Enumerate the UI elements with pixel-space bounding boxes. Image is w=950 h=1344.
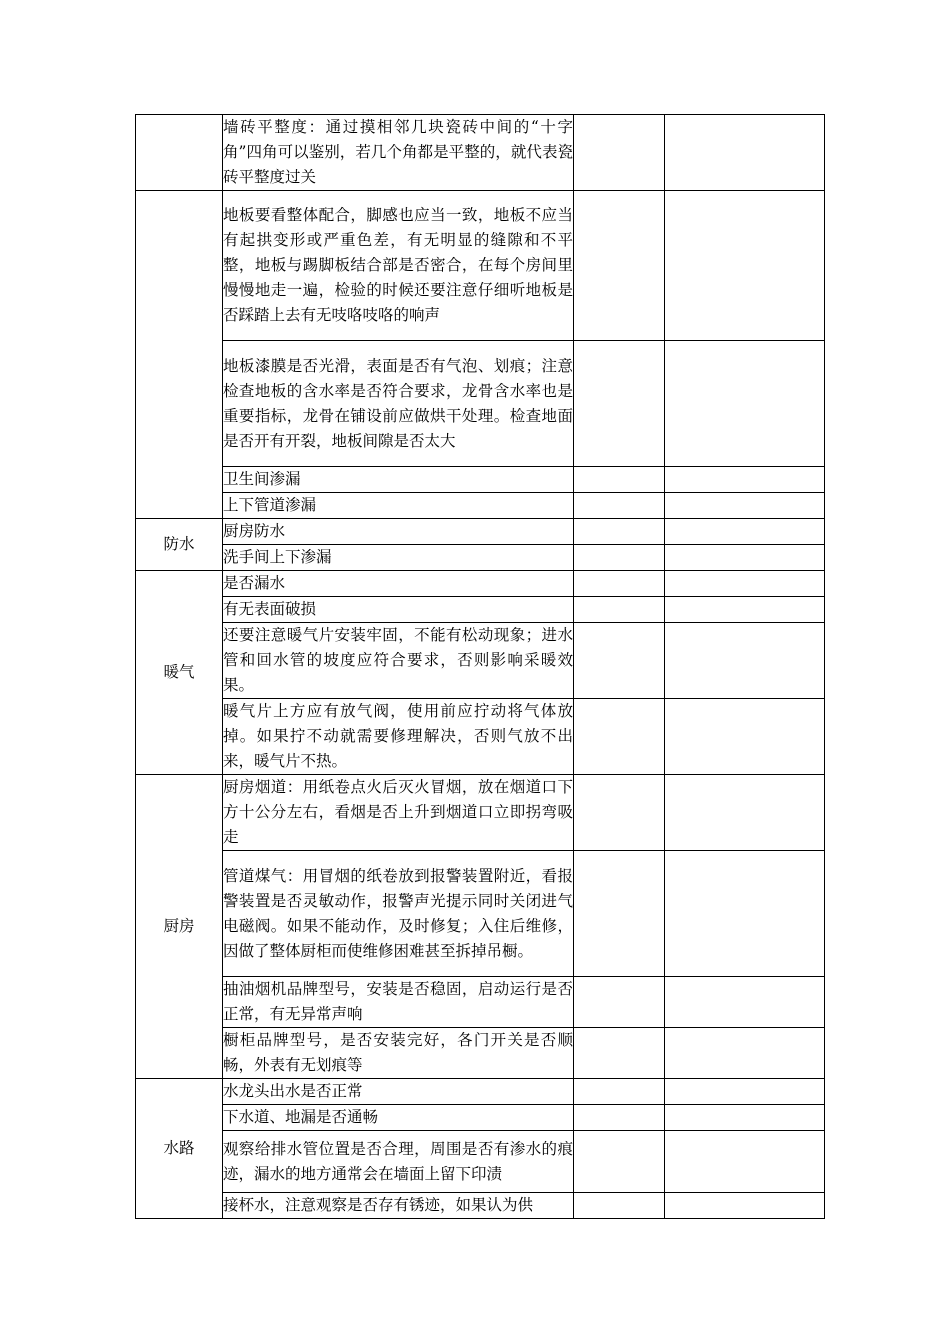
- remark-cell: [665, 519, 825, 545]
- table-row: [136, 115, 825, 191]
- table-row: [136, 545, 825, 571]
- category-cell: 水路: [136, 1079, 223, 1219]
- inspection-table-body: [136, 115, 825, 1219]
- remark-cell: [665, 571, 825, 597]
- table-row: [136, 493, 825, 519]
- remark-cell: [665, 1079, 825, 1105]
- remark-cell: [665, 1193, 825, 1219]
- table-row: [136, 597, 825, 623]
- remark-cell: [665, 699, 825, 775]
- table-row: [136, 341, 825, 467]
- remark-cell: [665, 493, 825, 519]
- inspection-item-cell: 上下管道渗漏: [223, 493, 574, 519]
- inspection-item-cell: 地板漆膜是否光滑，表面是否有气泡、划痕；注意检查地板的含水率是否符合要求，龙骨含水率也是重要指标，龙骨在铺设前应做烘干处理。检查地面是否开有开裂，地板间隙是否太大: [223, 341, 574, 467]
- remark-cell: [665, 1028, 825, 1079]
- inspection-item-cell: 厨房烟道：用纸卷点火后灭火冒烟，放在烟道口下方十公分左右，看烟是否上升到烟道口立即拐弯吸走: [223, 775, 574, 851]
- table-row: [136, 519, 825, 545]
- inspection-item-cell: 卫生间渗漏: [223, 467, 574, 493]
- result-cell: [574, 597, 665, 623]
- table-row: [136, 191, 825, 341]
- category-cell: 暖气: [136, 571, 223, 775]
- inspection-item-cell: 接杯水，注意观察是否存有锈迹，如果认为供: [223, 1193, 574, 1219]
- remark-cell: [665, 775, 825, 851]
- table-row: [136, 467, 825, 493]
- inspection-item-cell: 观察给排水管位置是否合理，周围是否有渗水的痕迹，漏水的地方通常会在墙面上留下印渍: [223, 1131, 574, 1193]
- result-cell: [574, 775, 665, 851]
- result-cell: [574, 623, 665, 699]
- inspection-item-cell: 水龙头出水是否正常: [223, 1079, 574, 1105]
- inspection-item-cell: 还要注意暖气片安装牢固，不能有松动现象；进水管和回水管的坡度应符合要求，否则影响采暖效果。: [223, 623, 574, 699]
- table-row: [136, 977, 825, 1028]
- result-cell: [574, 571, 665, 597]
- result-cell: [574, 1131, 665, 1193]
- remark-cell: [665, 851, 825, 977]
- inspection-item-cell: 橱柜品牌型号，是否安装完好，各门开关是否顺畅，外表有无划痕等: [223, 1028, 574, 1079]
- category-cell: [136, 191, 223, 519]
- result-cell: [574, 1028, 665, 1079]
- result-cell: [574, 1193, 665, 1219]
- remark-cell: [665, 191, 825, 341]
- remark-cell: [665, 597, 825, 623]
- table-row: [136, 1079, 825, 1105]
- remark-cell: [665, 623, 825, 699]
- result-cell: [574, 519, 665, 545]
- remark-cell: [665, 1105, 825, 1131]
- category-cell: 防水: [136, 519, 223, 571]
- inspection-item-cell: 墙砖平整度：通过摸相邻几块瓷砖中间的“十字角”四角可以鉴别，若几个角都是平整的，就代表瓷砖平整度过关: [223, 115, 574, 191]
- result-cell: [574, 545, 665, 571]
- inspection-item-cell: 是否漏水: [223, 571, 574, 597]
- remark-cell: [665, 341, 825, 467]
- table-row: [136, 571, 825, 597]
- inspection-table: [135, 114, 825, 1219]
- inspection-item-cell: 抽油烟机品牌型号，安装是否稳固，启动运行是否正常，有无异常声响: [223, 977, 574, 1028]
- remark-cell: [665, 1131, 825, 1193]
- result-cell: [574, 699, 665, 775]
- remark-cell: [665, 545, 825, 571]
- result-cell: [574, 467, 665, 493]
- inspection-item-cell: 地板要看整体配合，脚感也应当一致，地板不应当有起拱变形或严重色差，有无明显的缝隙和不平整，地板与踢脚板结合部是否密合，在每个房间里慢慢地走一遍，检验的时候还要注意仔细听地板是否踩踏上去有无吱咯吱咯的响声: [223, 191, 574, 341]
- result-cell: [574, 1079, 665, 1105]
- remark-cell: [665, 115, 825, 191]
- result-cell: [574, 851, 665, 977]
- inspection-item-cell: 下水道、地漏是否通畅: [223, 1105, 574, 1131]
- inspection-item-cell: 洗手间上下渗漏: [223, 545, 574, 571]
- table-row: [136, 623, 825, 699]
- table-row: [136, 699, 825, 775]
- table-row: [136, 1105, 825, 1131]
- table-row: [136, 1131, 825, 1193]
- result-cell: [574, 191, 665, 341]
- inspection-item-cell: 厨房防水: [223, 519, 574, 545]
- remark-cell: [665, 977, 825, 1028]
- result-cell: [574, 341, 665, 467]
- remark-cell: [665, 467, 825, 493]
- category-cell: [136, 115, 223, 191]
- result-cell: [574, 1105, 665, 1131]
- inspection-item-cell: 管道煤气：用冒烟的纸卷放到报警装置附近，看报警装置是否灵敏动作，报警声光提示同时关闭进气电磁阀。如果不能动作，及时修复；入住后维修，因做了整体厨柜而使维修困难甚至拆掉吊橱。: [223, 851, 574, 977]
- table-row: [136, 851, 825, 977]
- table-row: [136, 1028, 825, 1079]
- table-row: [136, 775, 825, 851]
- inspection-item-cell: 有无表面破损: [223, 597, 574, 623]
- result-cell: [574, 115, 665, 191]
- category-cell: 厨房: [136, 775, 223, 1079]
- result-cell: [574, 493, 665, 519]
- table-row: [136, 1193, 825, 1219]
- inspection-item-cell: 暖气片上方应有放气阀，使用前应拧动将气体放掉。如果拧不动就需要修理解决，否则气放不出来，暖气片不热。: [223, 699, 574, 775]
- result-cell: [574, 977, 665, 1028]
